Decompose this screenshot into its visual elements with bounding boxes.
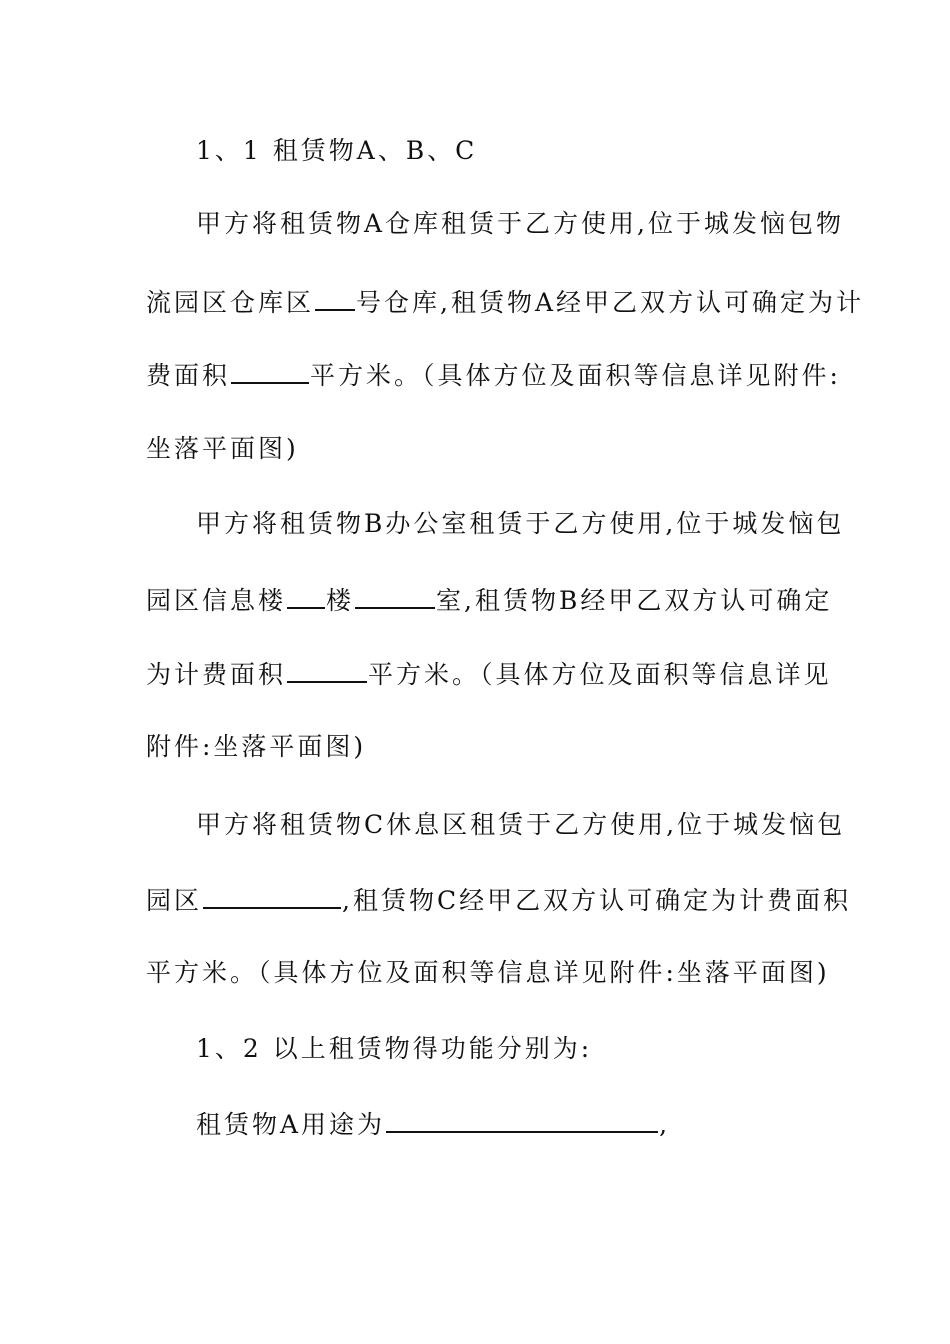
item-a-area-label: 费面积 <box>146 361 231 390</box>
item-a-line-2 <box>146 285 864 320</box>
item-a-area-suffix: 平方米。（具体方位及面积等信息详见附件: <box>310 361 841 390</box>
use-a-line <box>196 1107 670 1142</box>
item-c-location-blank <box>203 883 341 909</box>
item-a-area-blank <box>231 358 309 384</box>
item-b-line-1: 甲方将租赁物B办公室租赁于乙方使用,位于城发恼包 <box>196 509 845 538</box>
item-b-floor-label: 楼 <box>326 586 355 615</box>
item-c-line-3: 平方米。（具体方位及面积等信息详见附件:坐落平面图) <box>146 958 830 987</box>
item-a-line-1: 甲方将租赁物A仓库租赁于乙方使用,位于城发恼包物 <box>196 209 845 238</box>
item-b-line-2 <box>146 583 832 618</box>
item-c-location-suffix: ,租赁物C经甲乙双方认可确定为计费面积 <box>342 886 852 915</box>
use-a-blank <box>386 1107 658 1133</box>
item-b-area-label: 为计费面积 <box>146 660 287 689</box>
use-a-tail: , <box>659 1110 671 1139</box>
item-a-line-3 <box>146 358 841 393</box>
item-b-line-4: 附件:坐落平面图) <box>146 732 367 761</box>
item-a-location-prefix: 流园区仓库区 <box>146 288 315 317</box>
section-1-2-heading: 1、2 以上租赁物得功能分别为: <box>196 1034 593 1063</box>
item-a-location-suffix: 号仓库,租赁物A经甲乙双方认可确定为计 <box>356 288 865 317</box>
use-a-label: 租赁物A用途为 <box>196 1110 386 1139</box>
floor-number-blank <box>287 583 325 609</box>
section-1-1-heading: 1、1 租赁物A、B、C <box>196 136 478 165</box>
item-b-building-label: 园区信息楼 <box>146 586 287 615</box>
item-a-line-4: 坐落平面图) <box>146 434 299 463</box>
item-c-line-2 <box>146 883 851 918</box>
item-c-location-label: 园区 <box>146 886 203 915</box>
room-number-blank <box>355 583 435 609</box>
item-b-line-3 <box>146 657 832 692</box>
item-b-area-suffix: 平方米。（具体方位及面积等信息详见 <box>368 660 832 689</box>
warehouse-number-blank <box>315 285 355 311</box>
item-b-room-suffix: 室,租赁物B经甲乙双方认可确定 <box>436 586 833 615</box>
item-b-area-blank <box>287 657 367 683</box>
item-c-line-1: 甲方将租赁物C休息区租赁于乙方使用,位于城发恼包 <box>196 810 846 839</box>
